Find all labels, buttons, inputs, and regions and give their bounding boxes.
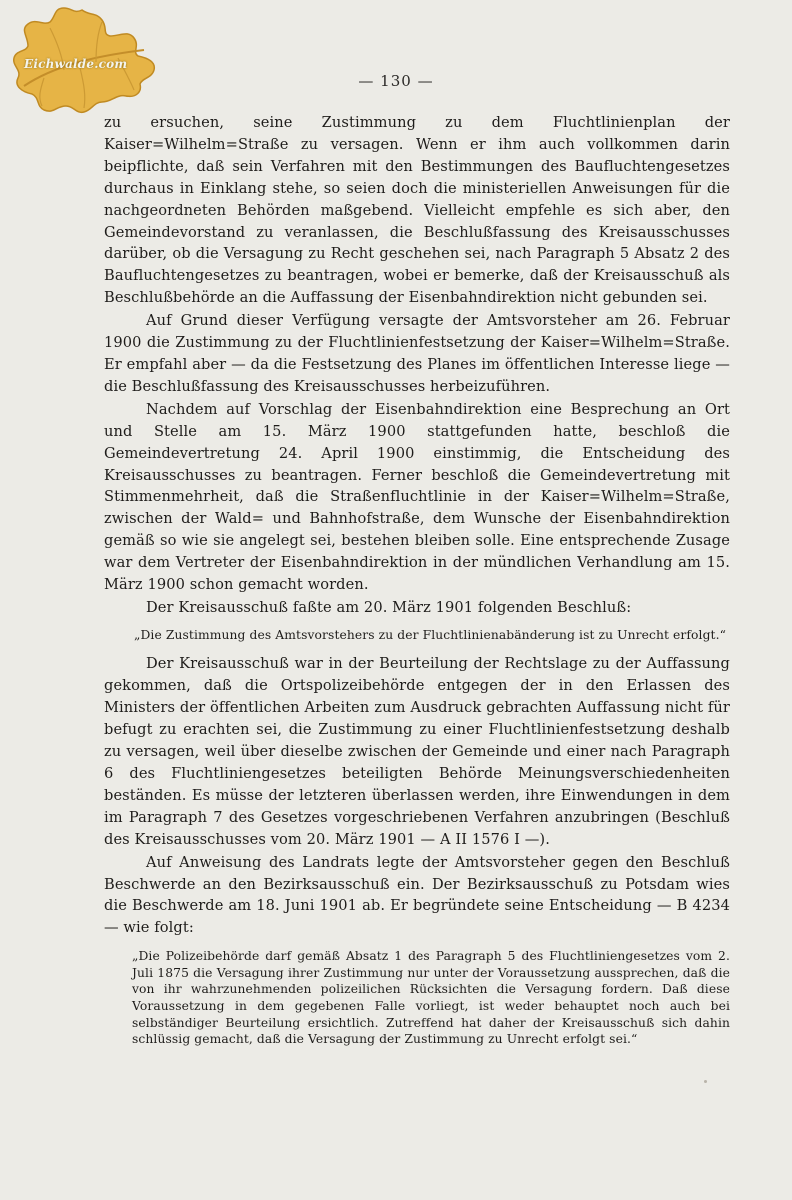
paragraph: Auf Grund dieser Verfügung versagte der Amtsvorsteher am 26. Februar 1900 die Zustimmung zu der Fluchtlinienfestsetzung der Kaiser=Wilhelm=Straße. Er empfahl aber — da die Festsetzung des Planes im öffentlichen Interesse liege — die Beschlußfassung des Kreisausschusses herbeizuführen. xyxy=(104,312,730,395)
paragraph: Der Kreisausschuß war in der Beurteilung der Rechtslage zu der Auffassung gekommen, daß die Ortspolizeibehörde entgegen der in den Erlassen des Ministers der öffentlichen Arbeiten zum Ausdruck gebrachten Auffassung nicht für befugt zu erachten sei, die Zustimmung zu einer Fluchtlinienfestsetzung deshalb zu versagen, weil über dieselbe zwischen der Gemeinde und einer nach Paragraph 6 des Fluchtliniengesetzes beteiligten Behörde Meinungsverschiedenheiten beständen. Es müsse der letzteren überlassen werden, ihre Einwendungen in dem im Paragraph 7 des Gesetzes vorgeschriebenen Verfahren anzubringen (Beschluß des Kreisausschusses vom 20. März 1901 — A II 1576 I —). xyxy=(104,655,730,848)
page-number: — 130 — xyxy=(358,72,434,90)
paragraph: Nachdem auf Vorschlag der Eisenbahndirektion eine Besprechung an Ort und Stelle am 15. März 1900 stattgefunden hatte, beschloß die Gemeindevertretung 24. April 1900 einstimmig, die Entscheidung des Kreisausschusses zu beantragen. Ferner beschloß die Gemeindevertretung mit Stimmenmehrheit, daß die Straßenfluchtlinie in der Kaiser=Wilhelm=Straße, zwischen der Wald= und Bahnhofstraße, dem Wunsche der Eisenbahndirektion gemäß so wie sie angelegt sei, bestehen bleiben solle. Eine entsprechende Zusage war dem Vertreter der Eisenbahndirektion in der mündlichen Verhandlung am 15. März 1900 schon gemacht worden. xyxy=(104,400,730,594)
logo-text: Eichwalde.com xyxy=(24,57,128,71)
block-quote: „Die Zustimmung des Amtsvorstehers zu der Fluchtlinienabänderung ist zu Unrecht erfolgt.“ xyxy=(134,627,726,642)
paper-speck xyxy=(704,1080,707,1083)
paragraph: Der Kreisausschuß faßte am 20. März 1901 folgenden Beschluß: xyxy=(146,598,632,616)
paragraph: zu ersuchen, seine Zustimmung zu dem Fluchtlinienplan der Kaiser=Wilhelm=Straße zu versagen. Wenn er ihm auch vollkommen darin beipflichte, daß sein Verfahren mit den Bestimmungen des Baufluchtengesetzes durchaus in Einklang stehe, so seien doch die ministeriellen Anweisungen für die nachgeordneten Behörden maßgebend. Vielleicht empfehle es sich aber, den Gemeindevorstand zu veranlassen, die Beschlußfassung des Kreisausschusses darüber, ob die Versagung zu Recht geschehen sei, nach Paragraph 5 Absatz 2 des Baufluchtengesetzes zu beantragen, wobei er bemerke, daß der Kreisausschuß als Beschlußbehörde an die Auffassung der Eisenbahndirektion nicht gebunden sei. xyxy=(104,114,730,307)
body-text xyxy=(104,112,730,1058)
paragraph: Auf Anweisung des Landrats legte der Amtsvorsteher gegen den Beschluß Beschwerde an den Bezirksausschuß ein. Der Bezirksausschuß zu Potsdam wies die Beschwerde am 18. Juni 1901 ab. Er begründete seine Entscheidung — B 4234 — wie folgt: xyxy=(104,853,730,937)
site-logo[interactable] xyxy=(4,6,160,118)
block-quote: „Die Polizeibehörde darf gemäß Absatz 1 des Paragraph 5 des Fluchtliniengesetzes vom 2. Juli 1875 die Versagung ihrer Zustimmung nur unter der Voraussetzung aussprechen, daß die von ihr wahrzunehmenden polizeilichen Rücksichten die Versagung fordern. Daß diese Voraussetzung in dem gegebenen Falle vorliegt, ist weder behauptet noch auch bei selbständiger Beurteilung ersichtlich. Zutreffend hat daher der Kreisausschuß sich dahin schlüssig gemacht, daß die Versagung der Zustimmung zu Unrecht erfolgt sei.“ xyxy=(132,949,730,1047)
